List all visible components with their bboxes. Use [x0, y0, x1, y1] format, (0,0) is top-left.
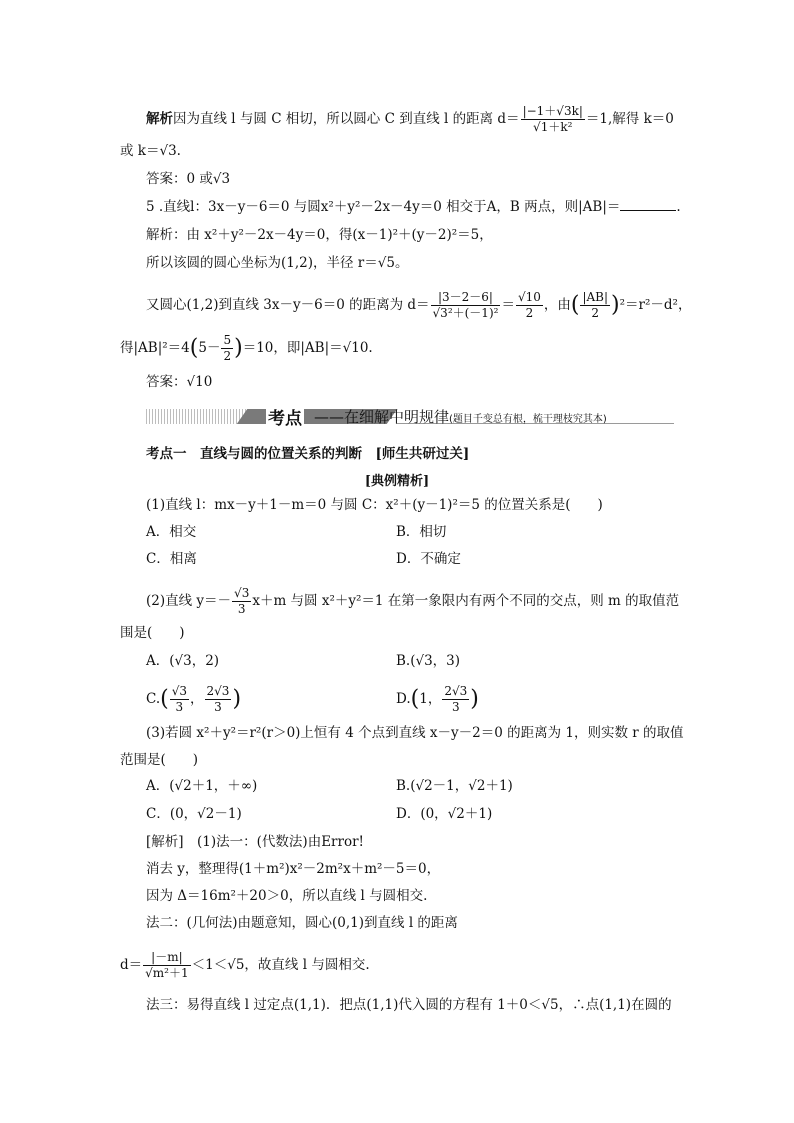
fraction-denominator: √1＋k²	[533, 120, 573, 134]
fraction-denominator: √m²＋1	[145, 966, 189, 980]
banner-title: 考点	[266, 404, 304, 429]
q5-five-halves	[221, 333, 233, 364]
left-paren: (	[410, 686, 420, 712]
q5-answer: 答案：√10	[146, 374, 213, 390]
section-heading: 考点一 直线与圆的位置关系的判断 [师生共研过关]	[146, 446, 470, 462]
p2-slope-fraction	[232, 586, 251, 617]
right-paren: )	[470, 686, 479, 712]
analysis-line-6: 法三：易得直线 l 过定点(1,1)．把点(1,1)代入圆的方程有 1＋0＜√5，∴点(1,1)在圆的	[146, 997, 672, 1013]
problem-3-stem: (3)若圆 x²＋y²＝r²(r＞0)上恒有 4 个点到直线 x－y－2＝0 的距离为 1，则实数 r 的取值	[146, 725, 684, 741]
solution-text: 因为直线 l 与圆 C 相切，所以圆心 C 到直线 l 的距离 d＝	[173, 111, 520, 127]
fraction-denominator: 3	[214, 700, 222, 714]
q5-sol4-text: 得|AB|²＝4	[120, 340, 190, 356]
question-5-stem	[146, 197, 681, 217]
fraction-numerator: |－m|	[143, 950, 190, 966]
option-b: B.(√2－1，√2＋1)	[396, 778, 513, 794]
q5-distance-fraction	[431, 290, 501, 321]
option-a: A．(√2＋1，＋∞)	[146, 778, 258, 794]
option-b: B．相切	[396, 524, 447, 540]
banner-subtitle	[314, 406, 607, 427]
problem-1-options-row-1	[146, 522, 674, 542]
solution-prefix: 解析	[146, 111, 173, 127]
q5-solution-4	[120, 333, 674, 364]
solution-line-2: 或 k＝√3.	[120, 143, 181, 159]
analysis-distance-fraction	[143, 950, 190, 981]
fraction-numerator: √3	[171, 684, 188, 698]
problem-3-options-row-1	[146, 776, 674, 796]
analysis-line-1: [解析] (1)法一：(代数法)由Error!	[146, 834, 364, 850]
option-d-label: D.	[396, 691, 411, 707]
q5-solution-3	[146, 290, 692, 321]
equals-sign: ＝	[501, 297, 515, 313]
fraction-numerator: 2√3	[206, 684, 230, 698]
fraction-numerator: √3	[234, 586, 250, 600]
option-a: A．相交	[146, 524, 197, 540]
option-c: C．相离	[146, 551, 197, 567]
q5-stem-text: 5 .直线l：3x－y－6＝0 与圆x²＋y²－2x－4y＝0 相交于A，B 两点，则|AB|＝	[146, 199, 621, 215]
fraction-denominator: 3	[451, 700, 460, 714]
q5-ab-fraction	[580, 290, 610, 321]
analysis-line-5	[120, 950, 674, 981]
option-c-frac-2	[205, 684, 232, 715]
q5-solution-2: 所以该圆的圆心坐标为(1,2)，半径 r＝√5。	[146, 255, 409, 271]
q5-stem-end: .	[676, 199, 681, 215]
option-c-frac-1	[170, 684, 189, 715]
banner-note: (题目千变总有根，梳干理枝究其本)	[449, 414, 607, 425]
fraction-denominator: 2	[525, 306, 534, 320]
fraction-numerator: |−1＋√3k|	[522, 104, 583, 118]
p2-stem-b: x＋m 与圆 x²＋y²＝1 在第一象限内有两个不同的交点，则 m 的取值范	[252, 593, 680, 609]
option-d: D．不确定	[396, 551, 461, 567]
option-b: B.(√3，3)	[396, 653, 461, 669]
analysis-line-4: 法二：(几何法)由题意知，圆心(0,1)到直线 l 的距离	[146, 915, 458, 931]
option-c: C.( $\frac{√3}{3}$ ， $\frac{2√3}{3}$ )	[146, 684, 242, 714]
left-paren: (	[160, 686, 169, 712]
q5-sol3-text: 又圆心(1,2)到直线 3x－y－6＝0 的距离为 d＝	[146, 297, 430, 313]
option-c: C．(0，√2－1)	[146, 806, 242, 822]
q5-sol3-by: ，由	[543, 297, 571, 313]
banner-subtitle-text: ——在细解中明规律	[314, 408, 450, 426]
left-paren: (	[189, 335, 199, 361]
analysis-line-3: 因为 Δ＝16m²＋20＞0，所以直线 l 与圆相交.	[146, 888, 428, 904]
q5-result-fraction	[516, 290, 543, 321]
answer-blank	[620, 197, 676, 211]
q5-solution-1: 解析：由 x²＋y²－2x－4y＝0，得(x－1)²＋(y－2)²＝5，	[146, 227, 493, 243]
fraction-denominator: 2	[223, 349, 232, 363]
fraction-numerator: |3－2－6|	[431, 290, 501, 306]
option-c-label: C.	[146, 691, 161, 707]
fraction-denominator: 3	[237, 602, 246, 616]
answer-line: 答案：0 或√3	[146, 171, 231, 187]
problem-3-stem-cont: 范围是( )	[120, 752, 199, 768]
problem-3-options-row-2	[146, 804, 674, 824]
problem-1-stem: (1)直线 l：mx－y＋1－m＝0 与圆 C：x²＋(y－1)²＝5 的位置关系是( )	[146, 497, 603, 513]
fraction-numerator: |AB|	[582, 290, 609, 304]
option-d: D．(0，√2＋1)	[396, 806, 493, 822]
fraction-numerator: √10	[517, 290, 541, 304]
fraction-numerator: 5	[223, 333, 232, 347]
left-paren: (	[570, 292, 580, 318]
problem-2-options-row-2	[146, 684, 674, 715]
option-d	[396, 684, 479, 715]
option-d-frac	[442, 684, 469, 715]
problem-2-stem-cont: 围是( )	[120, 625, 185, 641]
right-paren: )	[611, 292, 620, 318]
q5-sol4-end: ＝10，即|AB|＝√10.	[242, 340, 373, 356]
problem-2-stem	[146, 586, 680, 617]
option-d-one: 1，	[419, 691, 442, 707]
section-banner	[146, 404, 674, 430]
q5-sol3-end: ²＝r²－d²，	[619, 297, 692, 313]
p2-stem-a: (2)直线 y＝－	[146, 593, 232, 609]
right-paren: )	[232, 686, 242, 712]
distance-fraction	[521, 104, 585, 135]
solution-result: ＝1,解得 k＝0	[585, 111, 674, 127]
right-paren: )	[234, 335, 243, 361]
fraction-denominator: √3²＋(－1)²	[432, 306, 499, 320]
analysis-conclusion: ＜1＜√5，故直线 l 与圆相交.	[191, 957, 370, 973]
analysis-d-eq: d＝	[120, 957, 143, 973]
analysis-line-2: 消去 y，整理得(1＋m²)x²－2m²x＋m²－5＝0，	[146, 861, 441, 877]
fraction-numerator: 2√3	[444, 684, 468, 698]
problem-2-options-row-1	[146, 651, 674, 671]
problem-1-options-row-2	[146, 549, 674, 569]
solution-line-1	[146, 104, 674, 135]
sub-heading: [典例精析]	[364, 474, 430, 489]
fraction-denominator: 3	[175, 700, 184, 714]
fraction-denominator: 2	[591, 306, 600, 320]
option-a: A．(√3，2)	[146, 653, 220, 669]
q5-sol4-inner: 5－	[198, 340, 221, 356]
